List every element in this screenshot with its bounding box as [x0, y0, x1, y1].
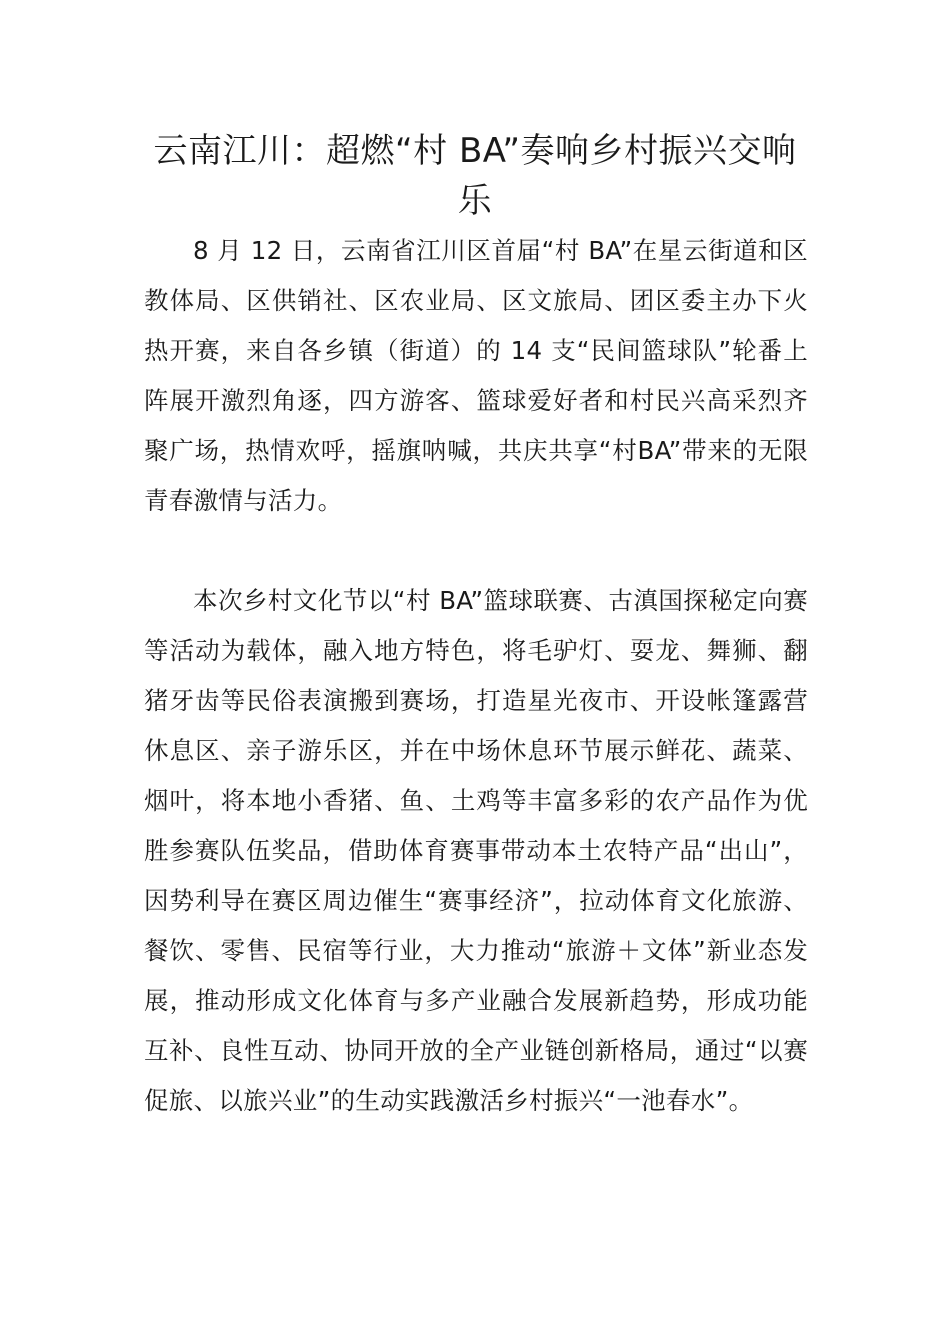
document-title: 云南江川：超燃“村 BA”奏响乡村振兴交响乐 — [153, 131, 797, 221]
paragraph-2: 本次乡村文化节以“村 BA”篮球联赛、古滇国探秘定向赛等活动为载体，融入地方特色，将毛驴灯、耍龙、舞狮、翻猪牙齿等民俗表演搬到赛场，打造星光夜市、开设帐篷露营休息区、亲子游乐区，并在中场休息环节展示鲜花、蔬菜、烟叶，将本地小香猪、鱼、土鸡等丰富多彩的农产品作为优胜参赛队伍奖品，借助体育赛事带动本土农特产品“出山”，因势利导在赛区周边催生“赛事经济”，拉动体育文化旅游、餐饮、零售、民宿等行业，大力推动“旅游＋文体”新业态发展，推动形成文化体育与多产业融合发展新趋势，形成功能互补、良性互动、协同开放的全产业链创新格局，通过“以赛促旅、以旅兴业”的生动实践激活乡村振兴“一池春水”。 — [144, 586, 808, 1115]
paragraph-1: 8 月 12 日，云南省江川区首届“村 BA”在星云街道和区教体局、区供销社、区农业局、区文旅局、团区委主办下火热开赛，来自各乡镇（街道）的 14 支“民间篮球队”轮番上阵展开激烈角逐，四方游客、篮球爱好者和村民兴高采烈齐聚广场，热情欢呼，摇旗呐喊，共庆共享“村BA”带来的无限青春激情与活力。 — [144, 236, 808, 515]
